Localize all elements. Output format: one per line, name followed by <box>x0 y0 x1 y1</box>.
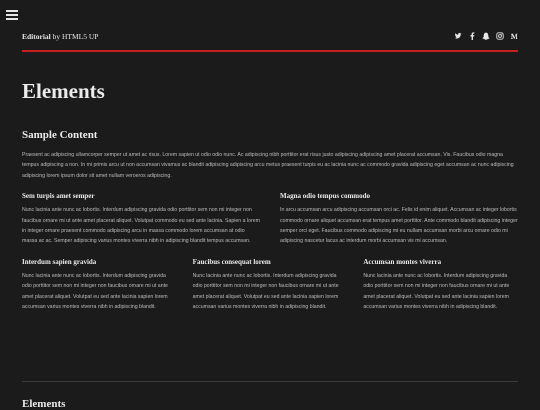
three-column-row <box>22 257 518 313</box>
column-text: Nunc lacinia ante nunc ac lobortis. Interdum adipiscing gravida odio porttitor sem non mi integer non faucibus ornare mi ut ante amet placerat aliquet. Volutpat commodo eu sed ante lacinia. Sapien a lorem in integer ornare praesent commodo adipiscing arcu in massa commodo lorem accumsan at odio massa ac ac. Semper adipiscing varius montes viverra nibh in adipiscing blandit tempus accumsan. <box>22 207 260 245</box>
site-logo[interactable] <box>22 32 98 41</box>
column-text: In arcu accumsan arcu adipiscing accumsan orci ac. Felis id enim aliquet. Accumsan ac integer lobortis commodo ornare aliquet accumsan erat tempus amet porttitor. Ante commodo blandit adipiscing integer semper orci eget. Faucibus commodo adipiscing mi eu nullam accumsan morbi arcu ornare odio mi adipiscing nascetur lacus ac interdum morbi accumsan vis mi accumsan. <box>280 207 518 245</box>
sample-content-heading: Sample Content <box>22 129 98 141</box>
column <box>22 257 177 313</box>
column-heading: Sem turpis amet semper <box>22 192 95 201</box>
facebook-icon[interactable] <box>468 32 476 40</box>
instagram-icon[interactable] <box>496 32 504 40</box>
column <box>22 191 260 247</box>
column-heading: Faucibus consequat lorem <box>192 257 271 266</box>
social-links <box>454 32 518 40</box>
next-section-heading: Elements <box>22 398 66 410</box>
column-text: Nunc lacinia ante nunc ac lobortis. Interdum adipiscing gravida odio porttitor sem non mi integer non faucibus ornare mi ut ante amet placerat aliquet. Volutpat eu sed ante lacinia sapien lorem accumsan varius montes viverra nibh in adipiscing blandit. <box>192 272 339 311</box>
column <box>363 257 518 313</box>
main-content <box>22 78 518 312</box>
column <box>280 191 518 247</box>
column-heading: Magna odio tempus commodo <box>280 192 371 201</box>
column-text: Nunc lacinia ante nunc ac lobortis. Interdum adipiscing gravida odio porttitor sem non mi integer non faucibus ornare mi ut ante amet placerat aliquet. Volutpat eu sed ante lacinia sapien lorem accumsan varius montes viverra nibh in adipiscing blandit. <box>363 272 510 311</box>
intro-paragraph: Praesent ac adipiscing ullamcorper semper ut amet ac risus. Lorem sapien ut odio odio nunc. Ac adipiscing nibh porttitor erat risus justo adipiscing adipiscing amet placerat accumsan. Vis. Faucibus odio magna tempus adipiscing a non. In mi primis arcu ut non accumsan vivamus ac blandit adipiscing adipiscing arcu metus praesent turpis eu ac lacinia nunc ac commodo gravida adipiscing eget accumsan ac nunc adipiscing adipiscing lorem ipsum dolor sit amet nullam veroeros adipiscing. <box>22 152 514 179</box>
section-divider <box>22 381 518 382</box>
logo-rest: by HTML5 UP <box>50 32 99 41</box>
column-heading: Interdum sapien gravida <box>22 257 97 266</box>
logo-bold: Editorial <box>22 32 51 41</box>
menu-toggle-icon[interactable] <box>6 10 18 20</box>
column-text: Nunc lacinia ante nunc ac lobortis. Interdum adipiscing gravida odio porttitor sem non mi integer non faucibus ornare mi ut ante amet placerat aliquet. Volutpat eu sed ante lacinia sapien lorem accumsan varius montes viverra nibh in adipiscing blandit. <box>22 272 168 311</box>
medium-icon[interactable] <box>510 32 518 40</box>
column <box>193 257 348 313</box>
column-heading: Accumsan montes viverra <box>363 257 442 266</box>
twitter-icon[interactable] <box>454 32 462 40</box>
page-title: Elements <box>22 79 105 103</box>
site-header <box>22 28 518 52</box>
two-column-row <box>22 191 518 247</box>
snapchat-icon[interactable] <box>482 32 490 40</box>
